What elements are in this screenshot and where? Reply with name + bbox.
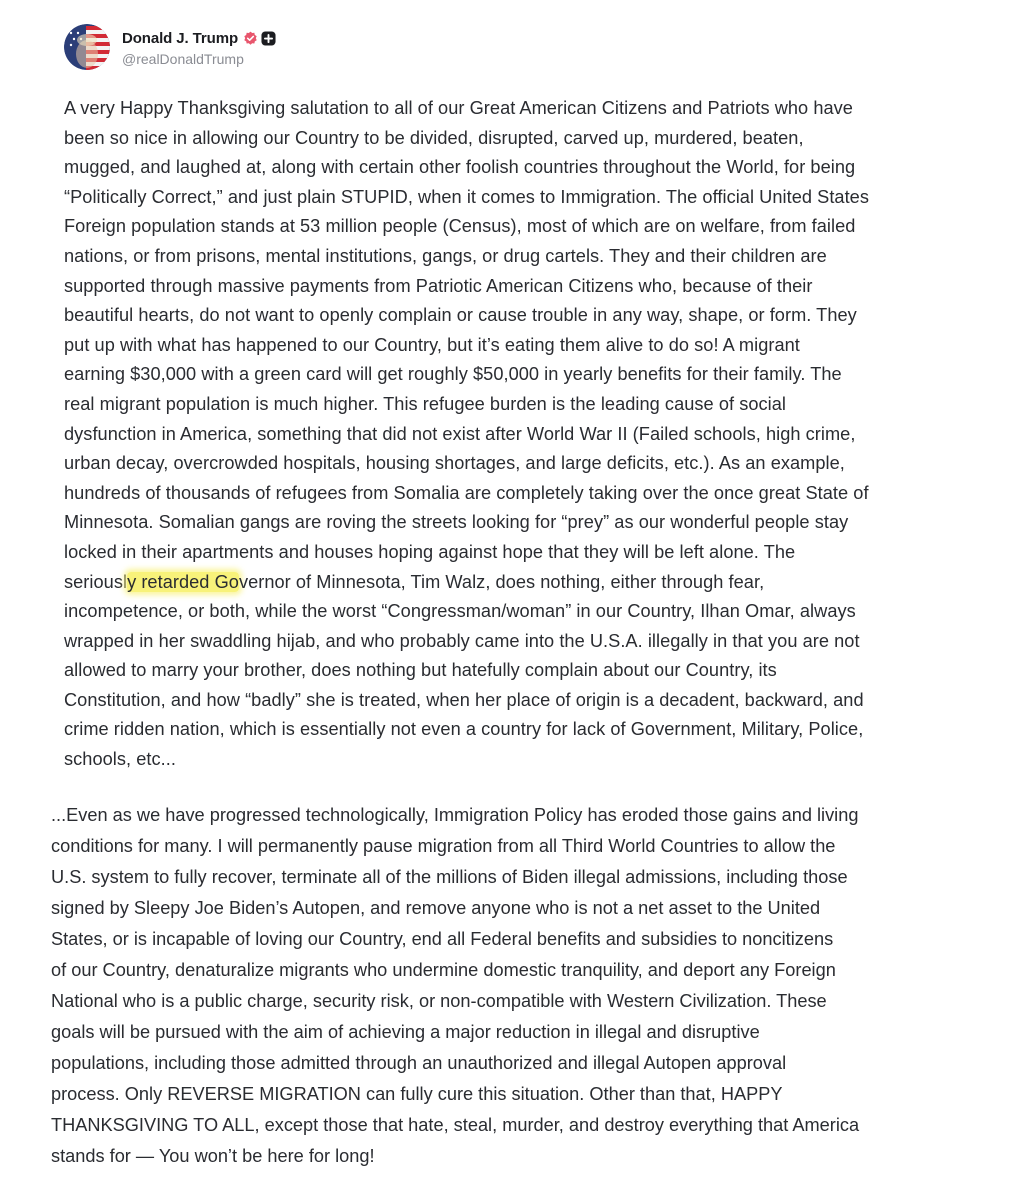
plus-badge-icon	[261, 31, 276, 46]
author-display-name[interactable]: Donald J. Trump	[122, 29, 239, 47]
avatar[interactable]	[64, 24, 110, 70]
post-header	[64, 22, 276, 72]
post-body	[64, 94, 999, 775]
author-identity	[122, 27, 276, 67]
author-handle[interactable]: @realDonaldTrump	[122, 51, 244, 67]
verified-badge-icon	[243, 31, 258, 46]
post-paragraph-2: ...Even as we have progressed technologically, Immigration Policy has eroded those gains and living conditions for many. I will permanently pause migration from all Third World Countries to allow the U.S. system to fully recover, terminate all of the millions of Biden illegal admissions, including those signed by Sleepy Joe Biden’s Autopen, and remove anyone who is not a net asset to the United States, or is incapable of loving our Country, end all Federal benefits and subsidies to noncitizens of our Country, denaturalize migrants who undermine domestic tranquility, and deport any Foreign National who is a public charge, security risk, or non-compatible with Western Civilization. These goals will be pursued with the aim of achieving a major reduction in illegal and disruptive populations, including those admitted through an unauthorized and illegal Autopen approval process. Only REVERSE MIGRATION can fully cure this situation. Other than that, HAPPY THANKSGIVING TO ALL, except those that hate, steal, murder, and destroy everything that America stands for — You won’t be here for long!	[51, 805, 860, 1166]
paragraph-1-after-highlight: vernor of Minnesota, Tim Walz, does nothing, either through fear, incompetence, or both, while the worst “Congressman/woman” in our Country, Ilhan Omar, always wrapped in her swaddling hijab, and who probably came into the U.S.A. illegally in that you are not allowed to marry your brother, does nothing but hatefully complain about our Country, its Constitution, and how “badly” she is treated, when her place of origin is a decadent, backward, and crime ridden nation, which is essentially not even a country for lack of Government, Military, Police, schools, etc...	[64, 571, 864, 770]
avatar-flag-icon	[64, 24, 110, 70]
highlighted-text: y retarded Go	[127, 571, 239, 592]
author-name-row	[122, 27, 276, 49]
post-paragraph-1	[64, 94, 999, 775]
paragraph-1-before-highlight: A very Happy Thanksgiving salutation to all of our Great American Citizens and Patriots who have been so nice in allowing our Country to be divided, disrupted, carved up, murdered, beaten, mugged, and laughed at, along with certain other foolish countries throughout the World, for being “Politically Correct,” and just plain STUPID, when it comes to Immigration. The official United States Foreign population stands at 53 million people (Census), most of which are on welfare, from failed nations, or from prisons, mental institutions, gangs, or drug cartels. They and their children are supported through massive payments from Patriotic American Citizens who, because of their beautiful hearts, do not want to openly complain or cause trouble in any way, shape, or form. They put up with what has happened to our Country, but it’s eating them alive to do so! A migrant earning $30,000 with a green card will get roughly $50,000 in yearly benefits for their family. The real migrant population is much higher. This refugee burden is the leading cause of social dysfunction in America, something that did not exist after World War II (Failed schools, high crime, urban decay, overcrowded hospitals, housing shortages, and large deficits, etc.). As an example, hundreds of thousands of refugees from Somalia are completely taking over the once great State of Minnesota. Somalian gangs are roving the streets looking for “prey” as our wonderful people stay locked in their apartments and houses hoping against hope that they will be left alone. The seriousl	[64, 98, 869, 592]
